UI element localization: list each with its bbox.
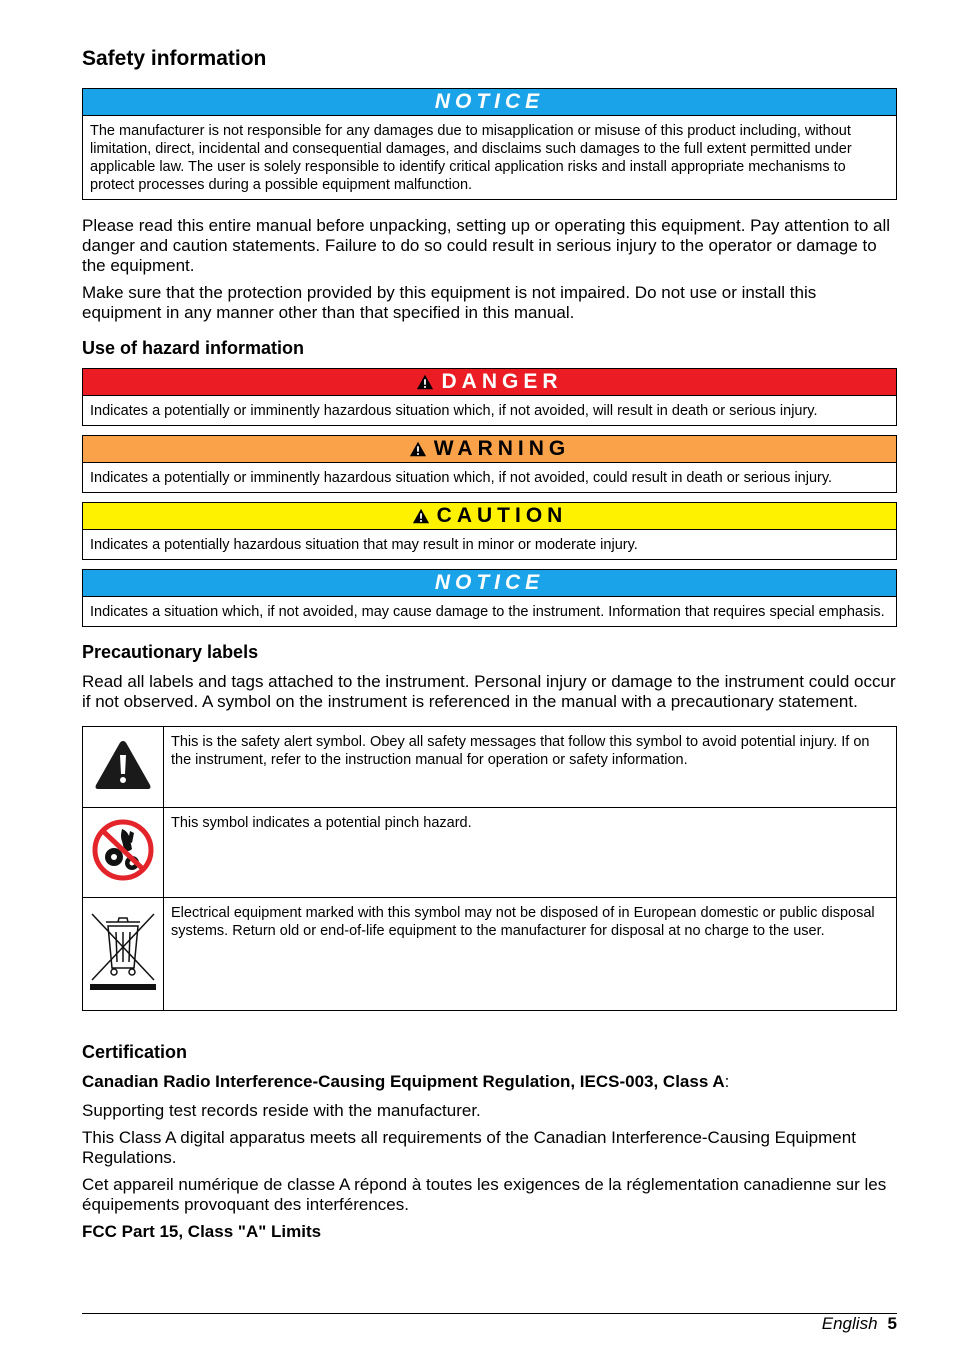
caution-label: CAUTION <box>436 504 568 527</box>
table-row <box>83 808 897 898</box>
regulation-title <box>82 1072 897 1092</box>
caution-header <box>83 503 896 530</box>
symbol-description: This is the safety alert symbol. Obey all safety messages that follow this symbol to avoid potential injury. If on the instrument, refer to the instruction manual for operation or safety information. <box>164 727 897 808</box>
danger-label: DANGER <box>441 370 563 393</box>
page-content <box>82 44 897 1242</box>
certification-section <box>82 1041 897 1242</box>
page-number: 5 <box>887 1314 897 1333</box>
notice-box <box>82 569 897 627</box>
weee-bin-icon <box>88 910 158 994</box>
warning-triangle-icon <box>416 373 434 391</box>
certification-heading: Certification <box>82 1042 188 1062</box>
safety-alert-icon <box>93 738 153 792</box>
certification-paragraph-1: Supporting test records reside with the manufacturer. <box>82 1101 481 1120</box>
certification-paragraph-2: This Class A digital apparatus meets all requirements of the Canadian Interference-Causing Equipment Regulations. <box>82 1128 856 1167</box>
symbol-description: Electrical equipment marked with this symbol may not be disposed of in European domestic or public disposal systems. Return old or end-of-life equipment to the manufacturer for disposal at no charge to the user. <box>164 898 897 1011</box>
warning-box <box>82 435 897 493</box>
hazard-heading: Use of hazard information <box>82 338 305 358</box>
footer-language: English <box>821 1314 878 1333</box>
certification-paragraph-3: Cet appareil numérique de classe A répond à toutes les exigences de la réglementation canadienne sur les équipements provoquant des interférences. <box>82 1175 887 1214</box>
precaution-table <box>82 726 897 1011</box>
warning-text: Indicates a potentially or imminently hazardous situation which, if not avoided, could result in death or serious injury. <box>90 470 833 486</box>
page-footer <box>82 1313 897 1334</box>
warning-triangle-icon <box>409 440 427 458</box>
fcc-heading: FCC Part 15, Class "A" Limits <box>82 1222 322 1241</box>
page-title: Safety information <box>82 47 267 70</box>
caution-box <box>82 502 897 560</box>
regulation-colon: : <box>724 1072 730 1091</box>
notice-header: NOTICE <box>83 570 896 597</box>
danger-box <box>82 368 897 426</box>
danger-header <box>83 369 896 396</box>
danger-text: Indicates a potentially or imminently hazardous situation which, if not avoided, will result in death or serious injury. <box>90 403 818 419</box>
table-row <box>83 727 897 808</box>
warning-triangle-icon <box>412 507 430 525</box>
pinch-hazard-icon <box>92 819 154 881</box>
symbol-cell <box>83 808 164 898</box>
symbol-cell <box>83 898 164 1011</box>
caution-text: Indicates a potentially hazardous situation that may result in minor or moderate injury. <box>90 537 638 553</box>
regulation-text: Canadian Radio Interference-Causing Equipment Regulation, IECS-003, Class A <box>82 1072 725 1091</box>
warning-label: WARNING <box>433 437 571 460</box>
notice-text: The manufacturer is not responsible for any damages due to misapplication or misuse of this product including, without limitation, direct, incidental and consequential damages, and disclaims such damages to the full extent permitted under applicable law. The user is solely responsible to identify critical application risks and install appropriate mechanisms to protect processes during a possible equipment malfunction. <box>90 123 852 193</box>
precaution-heading: Precautionary labels <box>82 642 259 662</box>
intro-paragraph-1: Please read this entire manual before unpacking, setting up or operating this equipment. Pay attention to all danger and caution statements. Failure to do so could result in serious injury to the operator or damage to the equipment. <box>82 216 891 275</box>
notice-box-top <box>82 88 897 200</box>
intro-paragraph-2: Make sure that the protection provided by this equipment is not impaired. Do not use or install this equipment in any manner other than that specified in this manual. <box>82 283 817 322</box>
notice-header: NOTICE <box>83 89 896 116</box>
precaution-paragraph: Read all labels and tags attached to the instrument. Personal injury or damage to the instrument could occur if not observed. A symbol on the instrument is referenced in the manual with a precautionary statement. <box>82 672 896 711</box>
notice-text: Indicates a situation which, if not avoided, may cause damage to the instrument. Information that requires special emphasis. <box>90 604 885 620</box>
symbol-description: This symbol indicates a potential pinch hazard. <box>164 808 897 898</box>
table-row <box>83 898 897 1011</box>
symbol-cell <box>83 727 164 808</box>
warning-header <box>83 436 896 463</box>
